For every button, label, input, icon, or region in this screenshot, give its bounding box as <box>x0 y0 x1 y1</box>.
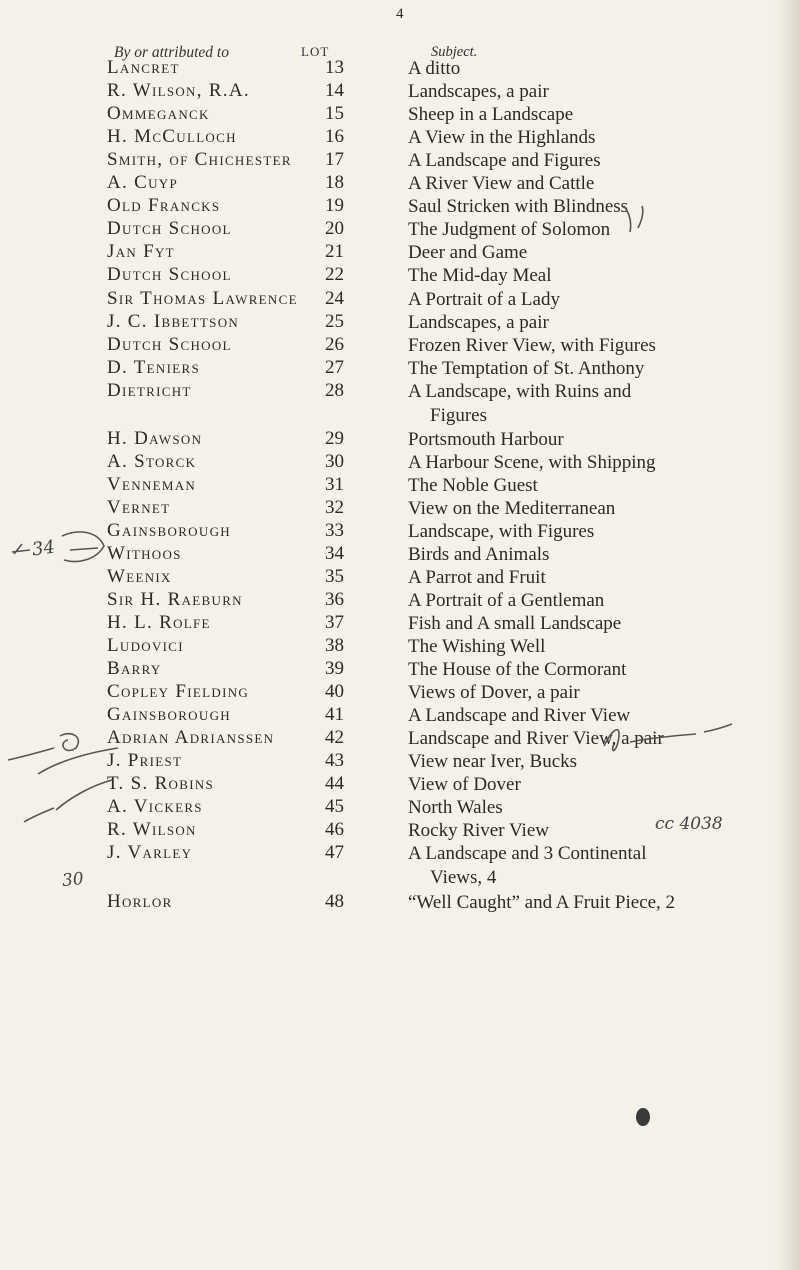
subject-description <box>408 288 748 312</box>
lot-number: 15 <box>325 103 344 124</box>
lot-entry <box>0 891 800 919</box>
annotation-note: 30 <box>61 868 85 892</box>
artist-name: T. S. Robins <box>107 773 215 794</box>
artist-name: Dutch School <box>107 264 232 285</box>
subject-description <box>408 126 748 150</box>
subject-text: A Landscape and River View <box>408 705 631 726</box>
subject-text: The House of the Cormorant <box>408 659 627 680</box>
artist-name: Copley Fielding <box>107 681 250 702</box>
artist-name: D. Teniers <box>107 357 200 378</box>
artist-name: Vernet <box>107 497 171 518</box>
header-artist: By or attributed to <box>114 44 229 61</box>
subject-text: Frozen River View, with Figures <box>408 335 656 356</box>
lot-number: 45 <box>325 796 344 817</box>
subject-description <box>408 264 748 288</box>
subject-text: Birds and Animals <box>408 544 550 565</box>
artist-name: H. L. Rolfe <box>107 612 211 633</box>
artist-name: Weenix <box>107 566 172 587</box>
subject-text: Deer and Game <box>408 242 528 263</box>
artist-name: Sir Thomas Lawrence <box>107 288 298 309</box>
subject-text: North Wales <box>408 797 503 818</box>
lot-number: 17 <box>325 149 344 170</box>
subject-description <box>408 497 748 521</box>
lot-number: 40 <box>325 681 344 702</box>
artist-name: Dietricht <box>107 380 192 401</box>
subject-text: Landscapes, a pair <box>408 81 549 102</box>
lot-number: 33 <box>325 520 344 541</box>
subject-continuation: Figures <box>430 405 487 426</box>
artist-name: Dutch School <box>107 334 232 355</box>
subject-text: A Landscape and 3 Continental <box>408 843 647 864</box>
artist-name: Barry <box>107 658 162 679</box>
artist-name: Smith, of Chichester <box>107 149 292 170</box>
lot-number: 38 <box>325 635 344 656</box>
subject-description <box>408 658 748 682</box>
subject-description <box>408 80 748 104</box>
lot-number: 21 <box>325 241 344 262</box>
subject-text: The Mid-day Meal <box>408 265 552 286</box>
artist-name: A. Vickers <box>107 796 203 817</box>
artist-name: H. McCulloch <box>107 126 237 147</box>
subject-description <box>408 543 748 567</box>
artist-name: Jan Fyt <box>107 241 175 262</box>
artist-name: Lancret <box>107 57 180 78</box>
page-number: 4 <box>396 6 405 22</box>
subject-description <box>408 474 748 498</box>
subject-description <box>408 520 748 544</box>
subject-text: Saul Stricken with Blindness <box>408 196 629 217</box>
subject-description <box>408 451 748 475</box>
artist-name: Withoos <box>107 543 182 564</box>
lot-entry <box>0 380 800 426</box>
subject-text: A ditto <box>408 58 461 79</box>
artist-name: Ludovici <box>107 635 184 656</box>
header-lot: LOT <box>301 44 330 59</box>
lot-number: 24 <box>325 288 344 309</box>
artist-name: Dutch School <box>107 218 232 239</box>
lot-number: 28 <box>325 380 344 401</box>
lot-number: 25 <box>325 311 344 332</box>
artist-name: Ommeganck <box>107 103 210 124</box>
artist-name: Gainsborough <box>107 520 231 541</box>
lot-number: 30 <box>325 451 344 472</box>
subject-text: A Parrot and Fruit <box>408 567 546 588</box>
lot-number: 16 <box>325 126 344 147</box>
lot-number: 14 <box>325 80 344 101</box>
lot-number: 34 <box>325 543 344 564</box>
artist-name: Gainsborough <box>107 704 231 725</box>
subject-description <box>408 842 748 890</box>
lot-number: 48 <box>325 891 344 912</box>
lot-number: 29 <box>325 428 344 449</box>
subject-description <box>408 612 748 636</box>
artist-name: Old Francks <box>107 195 221 216</box>
subject-text: Fish and A small Landscape <box>408 613 622 634</box>
subject-text: Landscape and River View, a pair <box>408 728 664 749</box>
subject-description <box>408 311 748 335</box>
lot-number: 22 <box>325 264 344 285</box>
lot-number: 31 <box>325 474 344 495</box>
artist-name: J. Priest <box>107 750 183 771</box>
artist-name: Venneman <box>107 474 197 495</box>
subject-description <box>408 380 748 428</box>
lot-number: 13 <box>325 57 344 78</box>
subject-description <box>408 218 748 242</box>
subject-text: The Noble Guest <box>408 475 538 496</box>
subject-description <box>408 891 748 915</box>
annotation-note: cc 4038 <box>655 814 723 834</box>
subject-text: Views of Dover, a pair <box>408 682 580 703</box>
subject-description <box>408 773 748 797</box>
subject-description <box>408 589 748 613</box>
subject-description <box>408 241 748 265</box>
subject-text: A Landscape, with Ruins and <box>408 381 632 402</box>
lot-number: 47 <box>325 842 344 863</box>
lot-number: 35 <box>325 566 344 587</box>
subject-description <box>408 172 748 196</box>
lot-number: 37 <box>325 612 344 633</box>
pencil-scribble <box>0 690 130 845</box>
lot-number: 18 <box>325 172 344 193</box>
artist-name: Sir H. Raeburn <box>107 589 243 610</box>
subject-description <box>408 428 748 452</box>
artist-name: A. Cuyp <box>107 172 179 193</box>
annotation-note: 34 <box>30 536 57 561</box>
subject-description <box>408 103 748 127</box>
artist-name: Adrian Adrianssen <box>107 727 275 748</box>
subject-description <box>408 681 748 705</box>
subject-description <box>408 195 748 219</box>
subject-text: A Portrait of a Gentleman <box>408 590 605 611</box>
artist-name: R. Wilson <box>107 819 197 840</box>
subject-description <box>408 357 748 381</box>
subject-text: The Judgment of Solomon <box>408 219 611 240</box>
subject-description <box>408 635 748 659</box>
pencil-mark <box>620 200 660 245</box>
subject-description <box>408 566 748 590</box>
pencil-scribble <box>0 520 120 585</box>
lot-number: 44 <box>325 773 344 794</box>
lot-number: 20 <box>325 218 344 239</box>
lot-number: 26 <box>325 334 344 355</box>
subject-text: The Temptation of St. Anthony <box>408 358 645 379</box>
lot-number: 42 <box>325 727 344 748</box>
lot-number: 39 <box>325 658 344 679</box>
subject-text: Portsmouth Harbour <box>408 429 564 450</box>
subject-description <box>408 334 748 358</box>
subject-text: Landscapes, a pair <box>408 312 549 333</box>
subject-text: Rocky River View <box>408 820 549 841</box>
header-subject: Subject. <box>431 44 478 60</box>
pencil-scribble <box>600 720 740 765</box>
subject-text: A Harbour Scene, with Shipping <box>408 452 656 473</box>
subject-text: A River View and Cattle <box>408 173 595 194</box>
subject-text: View on the Mediterranean <box>408 498 616 519</box>
lot-number: 19 <box>325 195 344 216</box>
subject-text: View of Dover <box>408 774 521 795</box>
artist-name: J. C. Ibbettson <box>107 311 240 332</box>
lot-number: 43 <box>325 750 344 771</box>
subject-description <box>408 149 748 173</box>
artist-name: A. Storck <box>107 451 197 472</box>
lot-number: 46 <box>325 819 344 840</box>
artist-name: J. Varley <box>107 842 193 863</box>
lot-number: 36 <box>325 589 344 610</box>
ink-blot <box>636 1108 650 1126</box>
subject-text: A Landscape and Figures <box>408 150 601 171</box>
artist-name: R. Wilson, R.A. <box>107 80 250 101</box>
artist-name: H. Dawson <box>107 428 203 449</box>
subject-text: Sheep in a Landscape <box>408 104 574 125</box>
subject-text: The Wishing Well <box>408 636 546 657</box>
subject-text: View near Iver, Bucks <box>408 751 578 772</box>
lot-number: 27 <box>325 357 344 378</box>
subject-text: A View in the Highlands <box>408 127 596 148</box>
subject-text: Landscape, with Figures <box>408 521 595 542</box>
subject-text: A Portrait of a Lady <box>408 289 560 310</box>
lot-number: 41 <box>325 704 344 725</box>
artist-name: Horlor <box>107 891 173 912</box>
subject-text: “Well Caught” and A Fruit Piece, 2 <box>408 892 676 913</box>
lot-number: 32 <box>325 497 344 518</box>
subject-continuation: Views, 4 <box>430 867 497 888</box>
subject-description <box>408 57 748 81</box>
